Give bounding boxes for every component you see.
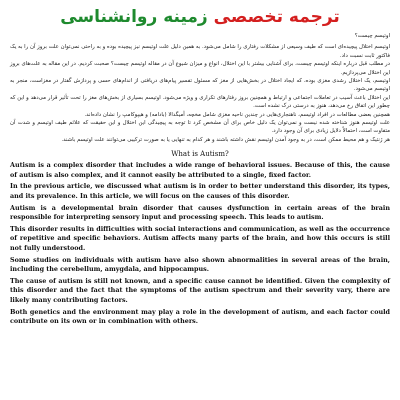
page-title: [0, 0, 400, 29]
persian-paragraph: هر ژنتیک و هم محیط ممکن است، در به وجود آمدن اوتیسم نقش داشته باشند و هر کدام به تنهایی یا به صورت ترکیبی می‌توانند علت اوتیسم باشند.: [61, 136, 390, 143]
english-paragraph: Autism is a developmental brain disorder that causes dysfunction in certain areas of the brain responsible for interpreting sensory input and processing speech. This leads to autism.: [10, 203, 390, 222]
english-paragraph: This disorder results in difficulties with social interactions and communication, as well as the occurrence of repetitive and specific behaviors. Autism affects many parts of the brain, and how this occurs is still not fully understood.: [10, 224, 390, 253]
persian-paragraph: علت اوتیسم هنوز شناخته شده نیست و نمی‌توان یک دلیل خاص برای آن مشخص کرد تا توجه به پیچیدگی این اختلال و این حقیقت که علائم طیف اوتیسم و شدت آن متفاوت است، احتمالاً دلایل زیادی برای آن وجود دارد.: [10, 120, 390, 135]
english-paragraph: In the previous article, we discussed what autism is in order to better understand this disorder, its types, and its prevalence. In this article, we will focus on the causes of this disorder.: [10, 182, 390, 201]
persian-paragraph: همچنین بعضی مطالعات در افراد اوتیسم، ناهنجاری‌هایی در چندین ناحیه مغزی شامل مخچه، آمیگدالا (بادامه) و هیپوکامپ را نشان داده‌اند.: [84, 111, 390, 118]
english-text-block: [10, 161, 390, 327]
persian-question: اوتیسم چیست؟: [354, 33, 390, 39]
english-paragraph: Some studies on individuals with autism have also shown abnormalities in several areas of the brain, including the cerebellum, amygdala, and hippocampus.: [10, 255, 390, 274]
persian-paragraph: اوتیسم، یک اختلال رشدی مغزی بوده، که ایجاد اختلال در بخش‌هایی از مغز که مسئول تفسیر پیام‌های دریافتی از اندام‌های حسی و پردازش گفتار در مغزاست، منجر به اوتیسم می‌شود.: [10, 78, 390, 93]
title-part-green: زمینه روانشناسی: [60, 7, 208, 27]
persian-paragraph: این اختلال باعث آسیب در تعاملات اجتماعی و ارتباط و همچنین بروز رفتارهای تکراری و ویژه می‌شود. اوتیسم بسیاری از بخش‌های مغز را تحت تأثیر قرار می‌دهد و این که چطور این اتفاق رخ می‌دهد، هنوز به درستی درک نشده است.: [10, 94, 390, 110]
english-heading: What is Autism?: [171, 150, 229, 159]
persian-paragraph: اوتیسم اختلال پیچیده‌ای است که طیف وسیعی از مشکلات رفتاری را شامل می‌شود. به همین دلیل علت اوتیسم نیز پیچیده بوده و به راحتی نمی‌توان علت بروز آن را به یک فاکتور ثابت نسبت داد.: [10, 44, 390, 59]
english-paragraph: The cause of autism is still not known, and a specific cause cannot be identified. Given the complexity of this disorder and the fact that the symptoms of the autism spectrum and their severity vary, there are likely many contributing factors.: [10, 276, 390, 304]
persian-paragraph: در مطلب قبل درباره اینکه اوتیسم چیست، برای آشنایی بیشتر با این اختلال، انواع و میزان شیوع آن در مقاله اوتیسم چیست؟ صحبت کردیم. در این مقاله به علت‌های بروز این اختلال می‌پردازیم.: [10, 61, 390, 76]
title-part-red: ترجمه تخصصی: [213, 7, 340, 27]
english-paragraph: Autism is a complex disorder that includes a wide range of behavioral issues. Because of this, the cause of autism is also complex, and it cannot easily be attributed to a single, fixed factor.: [10, 161, 390, 179]
english-paragraph: Both genetics and the environment may play a role in the development of autism, and each factor could contribute on its own or in combination with others.: [10, 307, 390, 326]
persian-text-block: [10, 32, 390, 144]
